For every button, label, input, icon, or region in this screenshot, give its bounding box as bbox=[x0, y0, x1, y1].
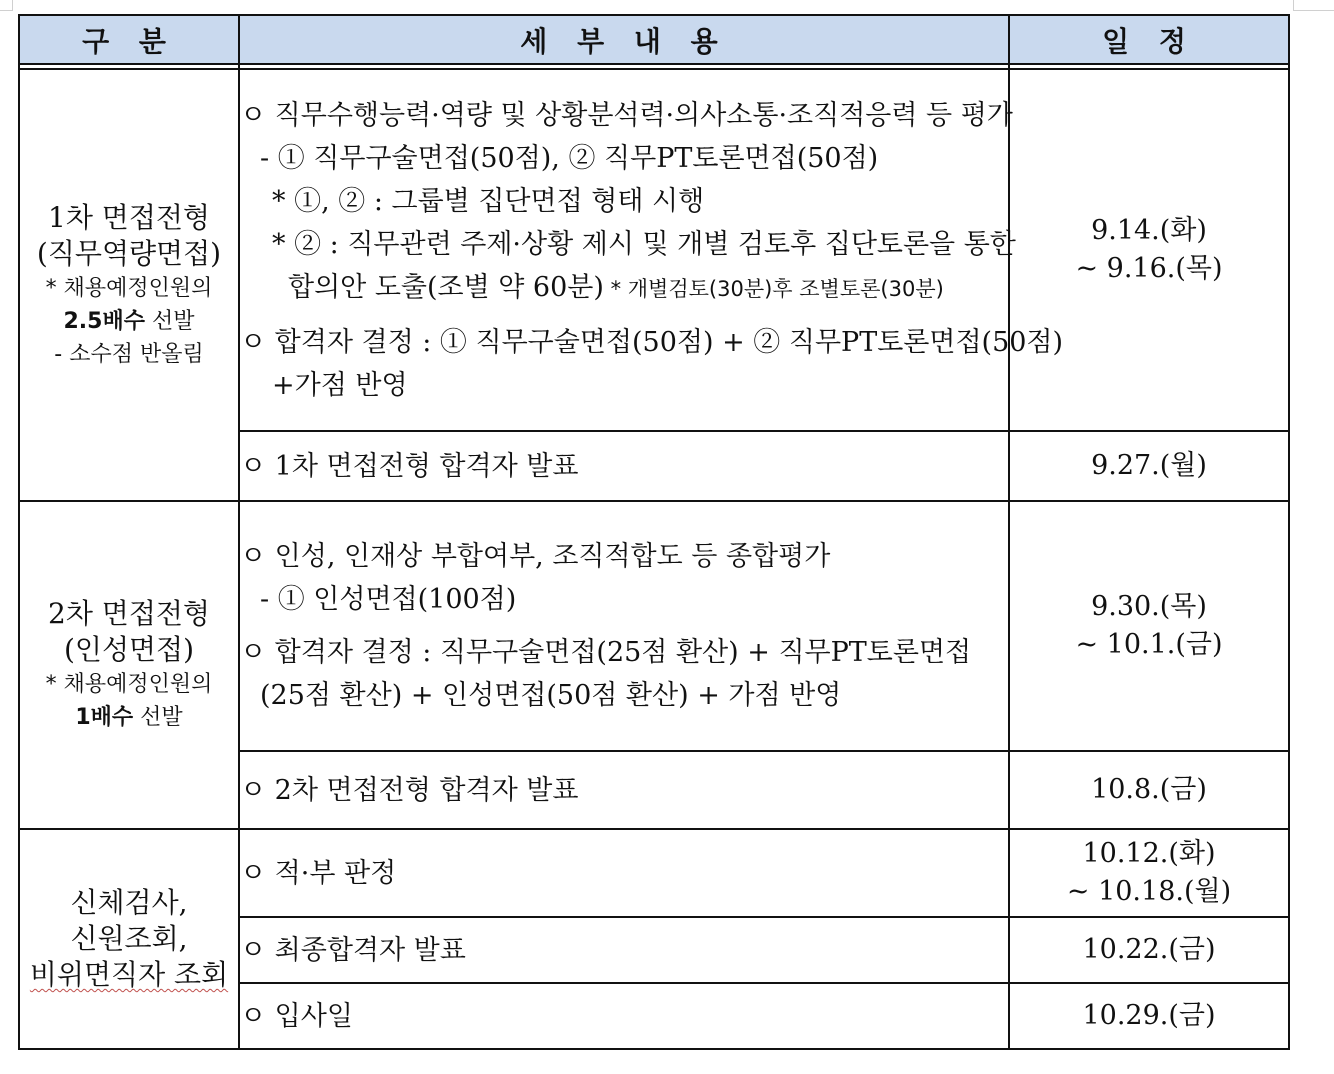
round1-note2-bold: 2.5배수 bbox=[63, 308, 145, 334]
round2-main-row bbox=[19, 501, 1289, 751]
round3-title-1: 신체검사, bbox=[70, 886, 188, 919]
round2-announce-date: 10.8.(금) bbox=[1009, 751, 1289, 829]
round2-note2-rest: 선발 bbox=[133, 705, 183, 730]
round2-line-3: ㅇ 합격자 결정 : 직무구술면접(25점 환산) + 직무PT토론면접 bbox=[240, 637, 972, 668]
round1-note2-rest: 선발 bbox=[144, 308, 195, 334]
round3-item-1-date-start: 10.12.(화) bbox=[1082, 838, 1216, 869]
round3-item-3-date: 10.29.(금) bbox=[1009, 983, 1289, 1049]
round3-item-1-text: ㅇ 적·부 판정 bbox=[240, 857, 397, 889]
header-schedule: 일 정 bbox=[1009, 15, 1289, 64]
round2-note2-bold: 1배수 bbox=[75, 705, 134, 730]
round1-line-3: * ①, ② : 그룹별 집단면접 형태 시행 bbox=[272, 185, 705, 217]
round1-category-cell bbox=[19, 69, 239, 501]
round1-title: 1차 면접전형 bbox=[48, 200, 210, 234]
round1-subtitle: (직무역량면접) bbox=[36, 236, 222, 270]
round1-date-start: 9.14.(화) bbox=[1091, 215, 1207, 246]
round3-item-2-cell bbox=[239, 917, 1009, 983]
round3-title-2: 신원조회, bbox=[70, 922, 188, 955]
round2-date-end: ~ 10.1.(금) bbox=[1075, 629, 1223, 660]
round1-line-5 bbox=[240, 266, 1008, 311]
round1-line-5-note: * 개별검토(30분)후 조별토론(30분) bbox=[603, 276, 944, 301]
round1-detail-cell bbox=[239, 69, 1064, 431]
header-row bbox=[19, 15, 1289, 64]
round1-main-row bbox=[19, 69, 1289, 431]
round2-line-1: ㅇ 인성, 인재상 부합여부, 조직적합도 등 종합평가 bbox=[240, 541, 831, 572]
page-corner-left bbox=[0, 0, 13, 11]
header-category: 구 분 bbox=[19, 15, 239, 64]
round1-date-end: ~ 9.16.(목) bbox=[1075, 253, 1223, 284]
round1-line-7: +가점 반영 bbox=[272, 369, 408, 401]
round3-item-2-date: 10.22.(금) bbox=[1009, 917, 1289, 983]
round3-item-1-cell bbox=[239, 829, 1009, 917]
round1-line-2: - ① 직무구술면접(50점), ② 직무PT토론면접(50점) bbox=[260, 142, 879, 174]
round3-item-3-cell bbox=[239, 983, 1009, 1049]
round3-title-3: 비위면직자 조회 bbox=[29, 958, 229, 991]
round1-line-6: ㅇ 합격자 결정 : ① 직무구술면접(50점) + ② 직무PT토론면접(50점) bbox=[240, 326, 1064, 358]
round1-note1: * 채용예정인원의 bbox=[45, 275, 213, 301]
round2-subtitle: (인성면접) bbox=[63, 633, 195, 666]
round1-announce-cell bbox=[239, 431, 1009, 501]
round1-note2 bbox=[20, 305, 238, 338]
round2-title: 2차 면접전형 bbox=[48, 597, 210, 630]
round2-date-cell bbox=[1009, 501, 1289, 751]
round3-row-1 bbox=[19, 829, 1289, 917]
round1-line-5-main: 합의안 도출(조별 약 60분) bbox=[288, 271, 604, 303]
round1-announce-date: 9.27.(월) bbox=[1009, 431, 1289, 501]
round2-category-cell bbox=[19, 501, 239, 829]
round2-line-4: (25점 환산) + 인성면접(50점 환산) + 가점 반영 bbox=[260, 680, 842, 711]
schedule-table bbox=[18, 14, 1290, 1050]
round2-note2 bbox=[20, 701, 238, 734]
header-detail: 세 부 내 용 bbox=[239, 15, 1009, 64]
round1-note3: - 소수점 반올림 bbox=[54, 341, 204, 367]
round3-category-cell bbox=[19, 829, 239, 1049]
round2-announce-text: ㅇ 2차 면접전형 합격자 발표 bbox=[240, 774, 579, 806]
round1-line-4: * ② : 직무관련 주제·상황 제시 및 개별 검토후 집단토론을 통한 bbox=[272, 228, 1016, 260]
round3-item-3-text: ㅇ 입사일 bbox=[240, 1000, 353, 1032]
round2-announce-cell bbox=[239, 751, 1009, 829]
round3-item-2-text: ㅇ 최종합격자 발표 bbox=[240, 934, 466, 966]
round1-announce-text: ㅇ 1차 면접전형 합격자 발표 bbox=[240, 450, 579, 482]
round2-note1: * 채용예정인원의 bbox=[45, 672, 213, 697]
round2-detail-cell bbox=[239, 501, 1009, 751]
round3-item-1-date-end: ~ 10.18.(월) bbox=[1066, 876, 1232, 907]
round1-date-cell bbox=[1009, 69, 1289, 431]
round1-line-1: ㅇ 직무수행능력·역량 및 상황분석력·의사소통·조직적응력 등 평가 bbox=[240, 99, 1013, 131]
round2-line-2: - ① 인성면접(100점) bbox=[260, 584, 517, 615]
round3-item-1-date bbox=[1009, 829, 1289, 917]
round2-date-start: 9.30.(목) bbox=[1091, 591, 1207, 622]
page-corner-right bbox=[1293, 0, 1334, 11]
